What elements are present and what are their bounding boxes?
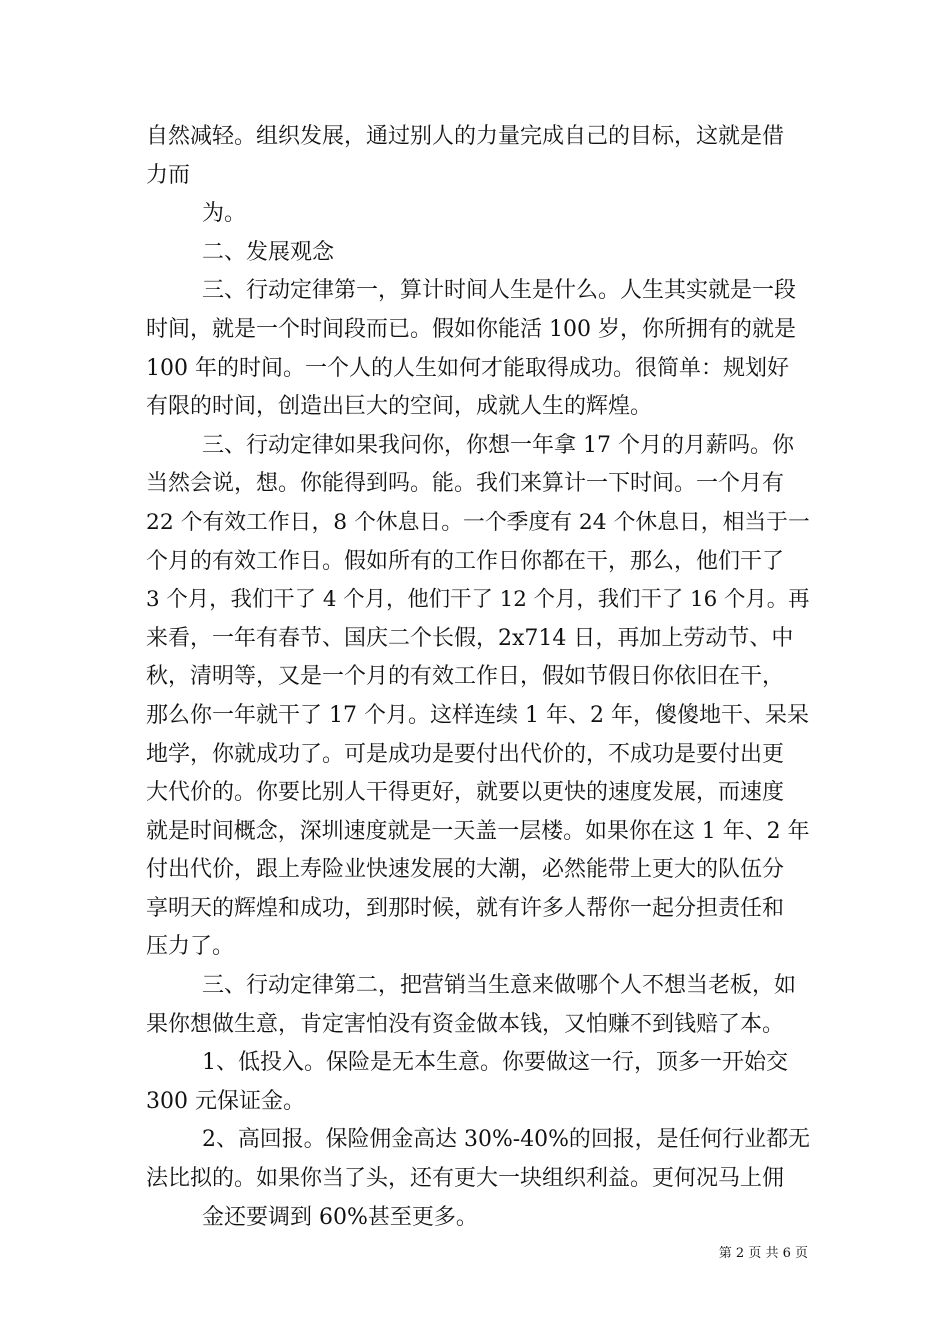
text-line: 力而 xyxy=(146,162,191,188)
text-line: 为。 xyxy=(202,201,247,227)
text-line: 享明天的辉煌和成功，到那时候，就有许多人帮你一起分担责任和 xyxy=(146,895,785,921)
text-line: 二、发展观念 xyxy=(202,239,335,265)
text-line: 地学，你就成功了。可是成功是要付出代价的，不成功是要付出更 xyxy=(146,741,785,767)
text-line: 3 个月，我们干了 4 个月，他们干了 12 个月，我们干了 16 个月。再 xyxy=(146,587,810,613)
text-line: 法比拟的。如果你当了头，还有更大一块组织利益。更何况马上佣 xyxy=(146,1166,785,1192)
page-number-footer: 第 2 页 共 6 页 xyxy=(718,1246,808,1261)
text-line: 个月的有效工作日。假如所有的工作日你都在干，那么，他们干了 xyxy=(146,548,785,574)
text-line: 22 个有效工作日，8 个休息日。一个季度有 24 个休息日，相当于一 xyxy=(146,509,810,535)
text-line: 当然会说，想。你能得到吗。能。我们来算计一下时间。一个月有 xyxy=(146,471,785,497)
text-line: 秋，清明等，又是一个月的有效工作日，假如节假日你依旧在干， xyxy=(146,664,785,690)
text-line: 2、高回报。保险佣金高达 30%-40%的回报，是任何行业都无 xyxy=(202,1127,811,1153)
text-line: 1、低投入。保险是无本生意。你要做这一行，顶多一开始交 xyxy=(202,1050,788,1076)
text-line: 三、行动定律第一，算计时间人生是什么。人生其实就是一段 xyxy=(202,278,797,304)
text-line: 压力了。 xyxy=(146,934,235,960)
text-line: 那么你一年就干了 17 个月。这样连续 1 年、2 年，傻傻地干、呆呆 xyxy=(146,702,809,728)
text-line: 大代价的。你要比别人干得更好，就要以更快的速度发展，而速度 xyxy=(146,780,785,806)
text-line: 三、行动定律如果我问你，你想一年拿 17 个月的月薪吗。你 xyxy=(202,432,794,458)
text-line: 来看，一年有春节、国庆二个长假，2x714 日，再加上劳动节、中 xyxy=(146,625,794,651)
text-line: 自然减轻。组织发展，通过别人的力量完成自己的目标，这就是借 xyxy=(146,124,785,149)
text-line: 300 元保证金。 xyxy=(146,1088,305,1114)
text-line: 付出代价，跟上寿险业快速发展的大潮，必然能带上更大的队伍分 xyxy=(146,857,785,883)
document-body xyxy=(146,118,810,1237)
text-line: 三、行动定律第二，把营销当生意来做哪个人不想当老板，如 xyxy=(202,973,797,999)
text-line: 有限的时间，创造出巨大的空间，成就人生的辉煌。 xyxy=(146,394,653,420)
text-line: 果你想做生意，肯定害怕没有资金做本钱，又怕赚不到钱赔了本。 xyxy=(146,1011,785,1037)
text-line: 时间，就是一个时间段而已。假如你能活 100 岁，你所拥有的就是 xyxy=(146,316,796,342)
text-line: 就是时间概念，深圳速度就是一天盖一层楼。如果你在这 1 年、2 年 xyxy=(146,818,810,844)
text-line: 金还要调到 60%甚至更多。 xyxy=(202,1204,478,1230)
text-line: 100 年的时间。一个人的人生如何才能取得成功。很简单：规划好 xyxy=(146,355,789,381)
